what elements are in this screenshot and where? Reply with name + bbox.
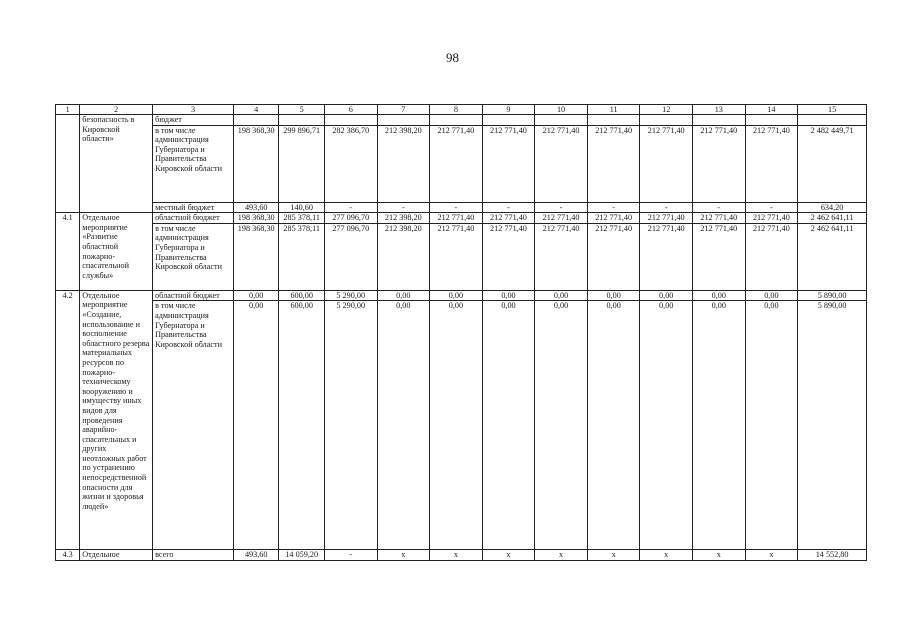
value-cell [233, 115, 279, 126]
table-row [56, 550, 867, 561]
measure-name: Отдельное мероприятие «Создание, использование и восполнение областного резерва материальных ресурсов по пожарно-техническому вооружению и имуществу иных видов для проведения аварийно-спасательных и других неотложных работ по устранению непосредственной опасности для жизни и здоровья людей» [80, 290, 153, 550]
funding-source: в том числе администрация Губернатора и Правительства Кировской области [153, 301, 234, 550]
value-cell [798, 115, 867, 126]
value-cell: 493,60 [233, 202, 279, 213]
value-cell: x [587, 550, 640, 561]
value-cell: 2 462 641,11 [798, 223, 867, 290]
value-cell: 212 771,40 [693, 213, 746, 224]
header-cell: 3 [153, 105, 234, 115]
row-index: 4.3 [56, 550, 80, 561]
value-cell: 140,60 [279, 202, 325, 213]
measure-name: Отдельное [80, 550, 153, 561]
value-cell: 212 771,40 [535, 213, 588, 224]
value-cell [640, 115, 693, 126]
value-cell [587, 115, 640, 126]
value-cell: 277 096,70 [324, 213, 377, 224]
header-cell: 13 [693, 105, 746, 115]
funding-source: бюджет [153, 115, 234, 126]
value-cell: 600,00 [279, 301, 325, 550]
value-cell: 0,00 [693, 301, 746, 550]
header-cell: 15 [798, 105, 867, 115]
value-cell [745, 115, 798, 126]
value-cell: 493,60 [233, 550, 279, 561]
value-cell [693, 115, 746, 126]
measure-name: безопасность в Кировской области» [80, 115, 153, 213]
row-index: 4.1 [56, 213, 80, 291]
header-cell: 1 [56, 105, 80, 115]
header-cell: 12 [640, 105, 693, 115]
value-cell: 600,00 [279, 290, 325, 301]
value-cell [535, 115, 588, 126]
value-cell: 634,20 [798, 202, 867, 213]
value-cell: 5 290,00 [324, 290, 377, 301]
value-cell: 0,00 [482, 301, 535, 550]
page-number: 98 [446, 50, 459, 65]
value-cell: 0,00 [233, 301, 279, 550]
value-cell: 212 771,40 [482, 213, 535, 224]
value-cell: - [482, 202, 535, 213]
header-cell: 14 [745, 105, 798, 115]
value-cell: 5 890,00 [798, 290, 867, 301]
value-cell: 212 771,40 [587, 125, 640, 202]
value-cell: 212 771,40 [640, 223, 693, 290]
value-cell: - [535, 202, 588, 213]
value-cell: x [535, 550, 588, 561]
value-cell: 198 368,30 [233, 213, 279, 224]
value-cell: x [693, 550, 746, 561]
value-cell: 277 096,70 [324, 223, 377, 290]
value-cell: - [745, 202, 798, 213]
header-cell: 9 [482, 105, 535, 115]
table-row [56, 125, 867, 202]
value-cell: 0,00 [745, 301, 798, 550]
value-cell: 212 398,20 [377, 213, 430, 224]
header-cell: 6 [324, 105, 377, 115]
table-row [56, 202, 867, 213]
header-cell: 7 [377, 105, 430, 115]
value-cell: 0,00 [587, 301, 640, 550]
value-cell: - [324, 202, 377, 213]
value-cell [482, 115, 535, 126]
value-cell: - [324, 550, 377, 561]
value-cell: 0,00 [587, 290, 640, 301]
value-cell: x [745, 550, 798, 561]
funding-source: всего [153, 550, 234, 561]
value-cell: 212 771,40 [587, 213, 640, 224]
value-cell: x [430, 550, 483, 561]
header-cell: 8 [430, 105, 483, 115]
value-cell: 212 771,40 [482, 223, 535, 290]
value-cell: 212 398,20 [377, 125, 430, 202]
value-cell: - [693, 202, 746, 213]
value-cell: 0,00 [377, 290, 430, 301]
value-cell: 0,00 [430, 301, 483, 550]
value-cell: 0,00 [640, 290, 693, 301]
row-index: 4.2 [56, 290, 80, 550]
table-row [56, 213, 867, 224]
value-cell: 212 771,40 [640, 213, 693, 224]
value-cell: 0,00 [233, 290, 279, 301]
value-cell: x [482, 550, 535, 561]
value-cell [324, 115, 377, 126]
value-cell: 212 771,40 [430, 125, 483, 202]
value-cell: 212 771,40 [482, 125, 535, 202]
value-cell: 5 290,00 [324, 301, 377, 550]
value-cell: 212 771,40 [587, 223, 640, 290]
value-cell [377, 115, 430, 126]
value-cell: x [640, 550, 693, 561]
value-cell: 285 378,11 [279, 223, 325, 290]
value-cell: x [377, 550, 430, 561]
measure-name: Отдельное мероприятие «Развитие областной пожарно-спасательной службы» [80, 213, 153, 291]
value-cell: 5 890,00 [798, 301, 867, 550]
value-cell: 212 771,40 [640, 125, 693, 202]
table-row [56, 301, 867, 550]
row-index [56, 115, 80, 213]
value-cell: - [587, 202, 640, 213]
value-cell: 0,00 [535, 301, 588, 550]
value-cell [279, 115, 325, 126]
value-cell: 299 896,71 [279, 125, 325, 202]
value-cell: 14 552,80 [798, 550, 867, 561]
value-cell: 198 368,30 [233, 223, 279, 290]
value-cell: 0,00 [640, 301, 693, 550]
value-cell: - [430, 202, 483, 213]
value-cell: 212 771,40 [745, 213, 798, 224]
value-cell: 0,00 [377, 301, 430, 550]
funding-source: в том числе администрация Губернатора и Правительства Кировской области [153, 223, 234, 290]
value-cell: 212 771,40 [430, 213, 483, 224]
value-cell: 2 462 641,11 [798, 213, 867, 224]
header-cell: 5 [279, 105, 325, 115]
value-cell: 198 368,30 [233, 125, 279, 202]
table-row [56, 290, 867, 301]
value-cell: 212 771,40 [693, 223, 746, 290]
value-cell: 0,00 [482, 290, 535, 301]
funding-source: в том числе администрация Губернатора и Правительства Кировской области [153, 125, 234, 202]
table-row [56, 223, 867, 290]
value-cell: 212 771,40 [745, 125, 798, 202]
value-cell: 282 386,70 [324, 125, 377, 202]
header-cell: 11 [587, 105, 640, 115]
value-cell: 212 771,40 [745, 223, 798, 290]
value-cell: - [377, 202, 430, 213]
table-header-row [56, 105, 867, 115]
value-cell: 2 482 449,71 [798, 125, 867, 202]
value-cell: 285 378,11 [279, 213, 325, 224]
value-cell: 0,00 [535, 290, 588, 301]
funding-source: областной бюджет [153, 290, 234, 301]
value-cell: 212 398,20 [377, 223, 430, 290]
funding-source: местный бюджет [153, 202, 234, 213]
funding-source: областной бюджет [153, 213, 234, 224]
value-cell: 212 771,40 [693, 125, 746, 202]
value-cell: 0,00 [745, 290, 798, 301]
header-cell: 4 [233, 105, 279, 115]
header-cell: 10 [535, 105, 588, 115]
value-cell: 0,00 [693, 290, 746, 301]
value-cell: 212 771,40 [535, 125, 588, 202]
header-cell: 2 [80, 105, 153, 115]
budget-table [55, 104, 867, 561]
value-cell: 212 771,40 [430, 223, 483, 290]
value-cell [430, 115, 483, 126]
value-cell: - [640, 202, 693, 213]
table-row [56, 115, 867, 126]
value-cell: 14 059,20 [279, 550, 325, 561]
value-cell: 0,00 [430, 290, 483, 301]
value-cell: 212 771,40 [535, 223, 588, 290]
